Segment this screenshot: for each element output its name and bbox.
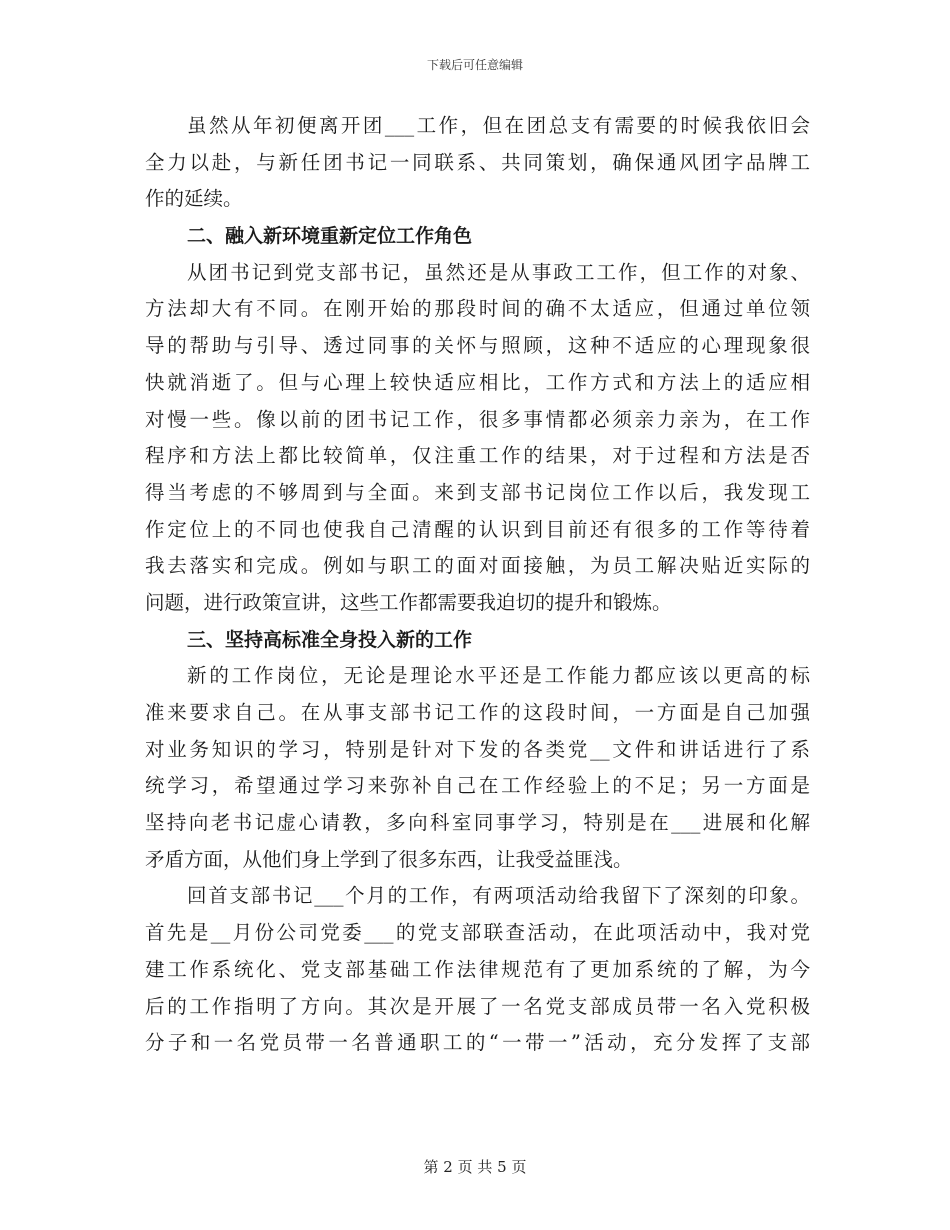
body-line: 快就消逝了。但与心理上较快适应相比，工作方式和方法上的适应相: [145, 370, 810, 394]
page-footer: 第 2 页 共 5 页: [423, 1158, 527, 1176]
body-line: 建工作系统化、党支部基础工作法律规范有了更加系统的了解，为今: [145, 957, 810, 981]
body-line: 导的帮助与引导、透过同事的关怀与照顾，这种不适应的心理现象很: [145, 334, 810, 358]
body-line: 对业务知识的学习，特别是针对下发的各类党__文件和讲话进行了系: [145, 737, 810, 761]
header-note: 下载后可任意编辑: [426, 58, 523, 72]
body-line: 从团书记到党支部书记，虽然还是从事政工工作，但工作的对象、: [187, 260, 810, 284]
body-line: 我去落实和完成。例如与职工的面对面接触，为员工解决贴近实际的: [145, 554, 810, 578]
body-line: 作的延续。: [145, 187, 243, 211]
body-line: 对慢一些。像以前的团书记工作，很多事情都必须亲力亲为，在工作: [145, 407, 810, 431]
body-line: 新的工作岗位，无论是理论水平还是工作能力都应该以更高的标: [187, 664, 810, 688]
body-line: 得当考虑的不够周到与全面。来到支部书记岗位工作以后，我发现工: [145, 480, 810, 504]
body-line: 分子和一名党员带一名普通职工的“一带一”活动，充分发挥了支部: [145, 1031, 810, 1055]
body-line: 准来要求自己。在从事支部书记工作的这段时间，一方面是自己加强: [145, 701, 810, 724]
body-line: 统学习，希望通过学习来弥补自己在工作经验上的不足；另一方面是: [145, 774, 810, 798]
body-line: 方法却大有不同。在刚开始的那段时间的确不太适应，但通过单位领: [145, 297, 810, 321]
body-line: 作定位上的不同也使我自己清醒的认识到目前还有很多的工作等待着: [145, 517, 810, 541]
section-heading: 二、融入新环境重新定位工作角色: [187, 225, 473, 248]
body-line: 虽然从年初便离开团___工作，但在团总支有需要的时候我依旧会: [187, 114, 810, 137]
section-heading: 三、坚持高标准全身投入新的工作: [187, 628, 473, 651]
body-line: 回首支部书记___个月的工作，有两项活动给我留下了深刻的印象。: [187, 884, 810, 908]
body-line: 问题，进行政策宣讲，这些工作都需要我迫切的提升和锻炼。: [145, 590, 672, 614]
body-line: 程序和方法上都比较简单，仅注重工作的结果，对于过程和方法是否: [145, 444, 810, 468]
body-line: 后的工作指明了方向。其次是开展了一名党支部成员带一名入党积极: [145, 994, 810, 1018]
body-line: 全力以赴，与新任团书记一同联系、共同策划，确保通风团字品牌工: [145, 150, 810, 174]
document-body: [145, 108, 810, 1062]
body-line: 坚持向老书记虚心请教，多向科室同事学习，特别是在___进展和化解: [145, 811, 810, 835]
body-line: 矛盾方面，从他们身上学到了很多东西，让我受益匪浅。: [145, 847, 633, 871]
body-line: 首先是__月份公司党委___的党支部联查活动，在此项活动中，我对党: [145, 921, 810, 945]
